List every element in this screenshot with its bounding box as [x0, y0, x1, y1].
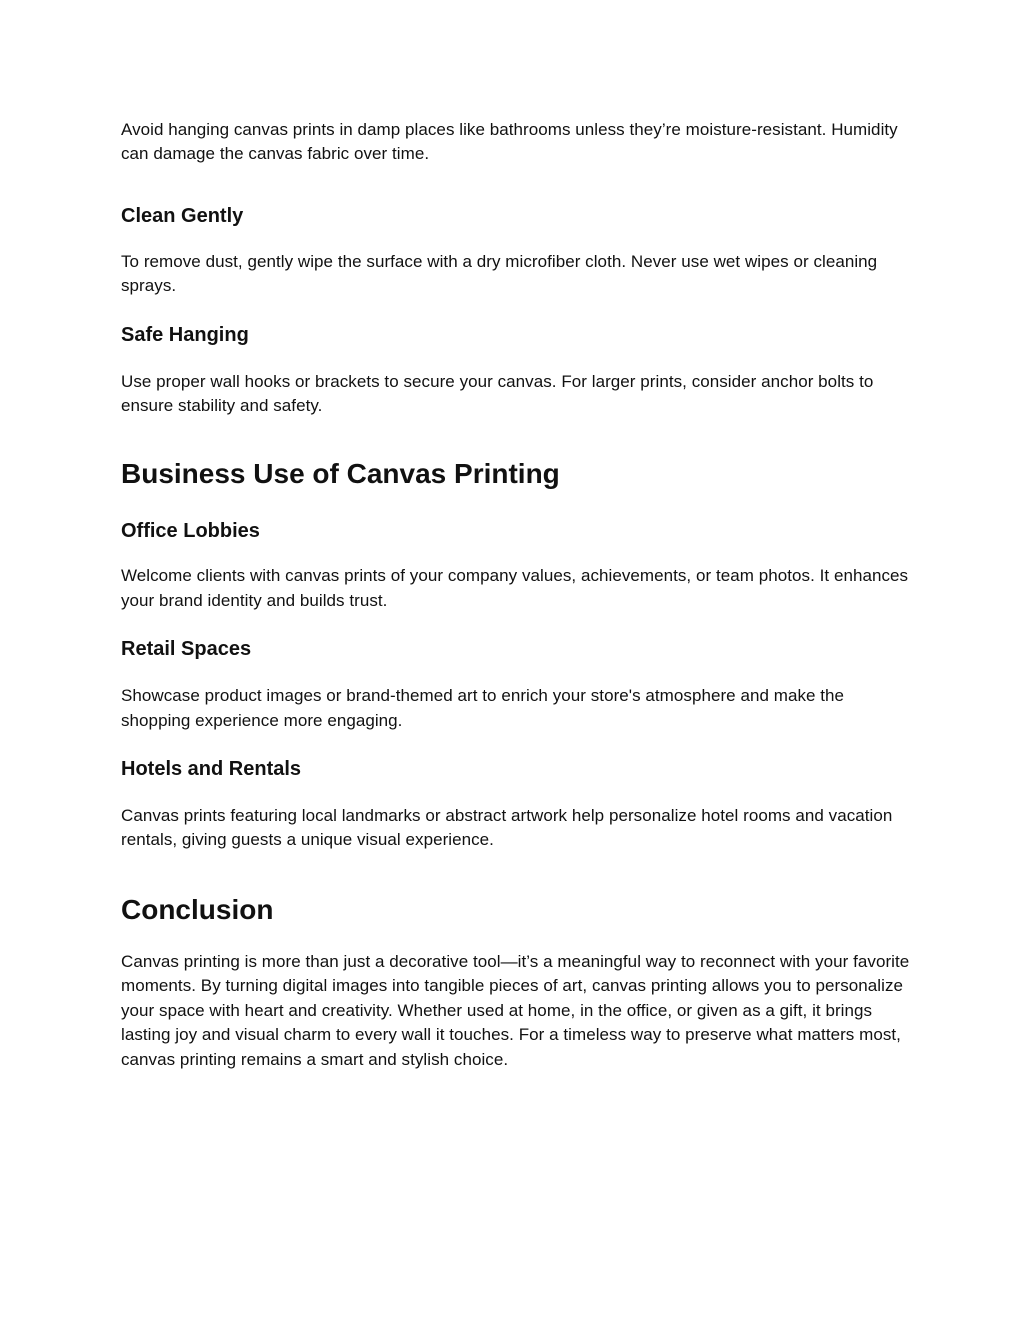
office-lobbies-heading: Office Lobbies [121, 520, 260, 543]
safe-hanging-heading: Safe Hanging [121, 323, 249, 346]
retail-spaces-heading: Retail Spaces [121, 638, 252, 661]
document-page [121, 118, 911, 1072]
business-use-heading: Business Use of Canvas Printing [121, 458, 560, 490]
hotels-rentals-paragraph: Canvas prints featuring local landmarks or abstract artwork help personalize hotel rooms and vacation rentals, giving guests a unique visual experience. [121, 806, 893, 850]
clean-gently-paragraph: To remove dust, gently wipe the surface with a dry microfiber cloth. Never use wet wipes or cleaning sprays. [121, 251, 878, 296]
conclusion-heading: Conclusion [121, 893, 274, 925]
clean-gently-heading: Clean Gently [121, 204, 244, 227]
office-lobbies-paragraph: Welcome clients with canvas prints of your company values, achievements, or team photos. It enhances your brand identity and builds trust. [121, 566, 909, 610]
safe-hanging-paragraph: Use proper wall hooks or brackets to secure your canvas. For larger prints, consider anchor bolts to ensure stability and safety. [121, 371, 874, 416]
conclusion-paragraph: Canvas printing is more than just a decorative tool—it’s a meaningful way to reconnect with your favorite moments. By turning digital images into tangible pieces of art, canvas printing allows you to personalize your space with heart and creativity. Whether used at home, in the office, or given as a gift, it brings lasting joy and visual charm to every wall it touches. For a timeless way to preserve what matters most, canvas printing remains a smart and stylish choice. [121, 951, 910, 1069]
retail-spaces-paragraph: Showcase product images or brand-themed art to enrich your store's atmosphere and make the shopping experience more engaging. [121, 686, 845, 730]
hotels-rentals-heading: Hotels and Rentals [121, 758, 302, 781]
intro-paragraph: Avoid hanging canvas prints in damp places like bathrooms unless they’re moisture-resistant. Humidity can damage the canvas fabric over time. [121, 120, 898, 164]
